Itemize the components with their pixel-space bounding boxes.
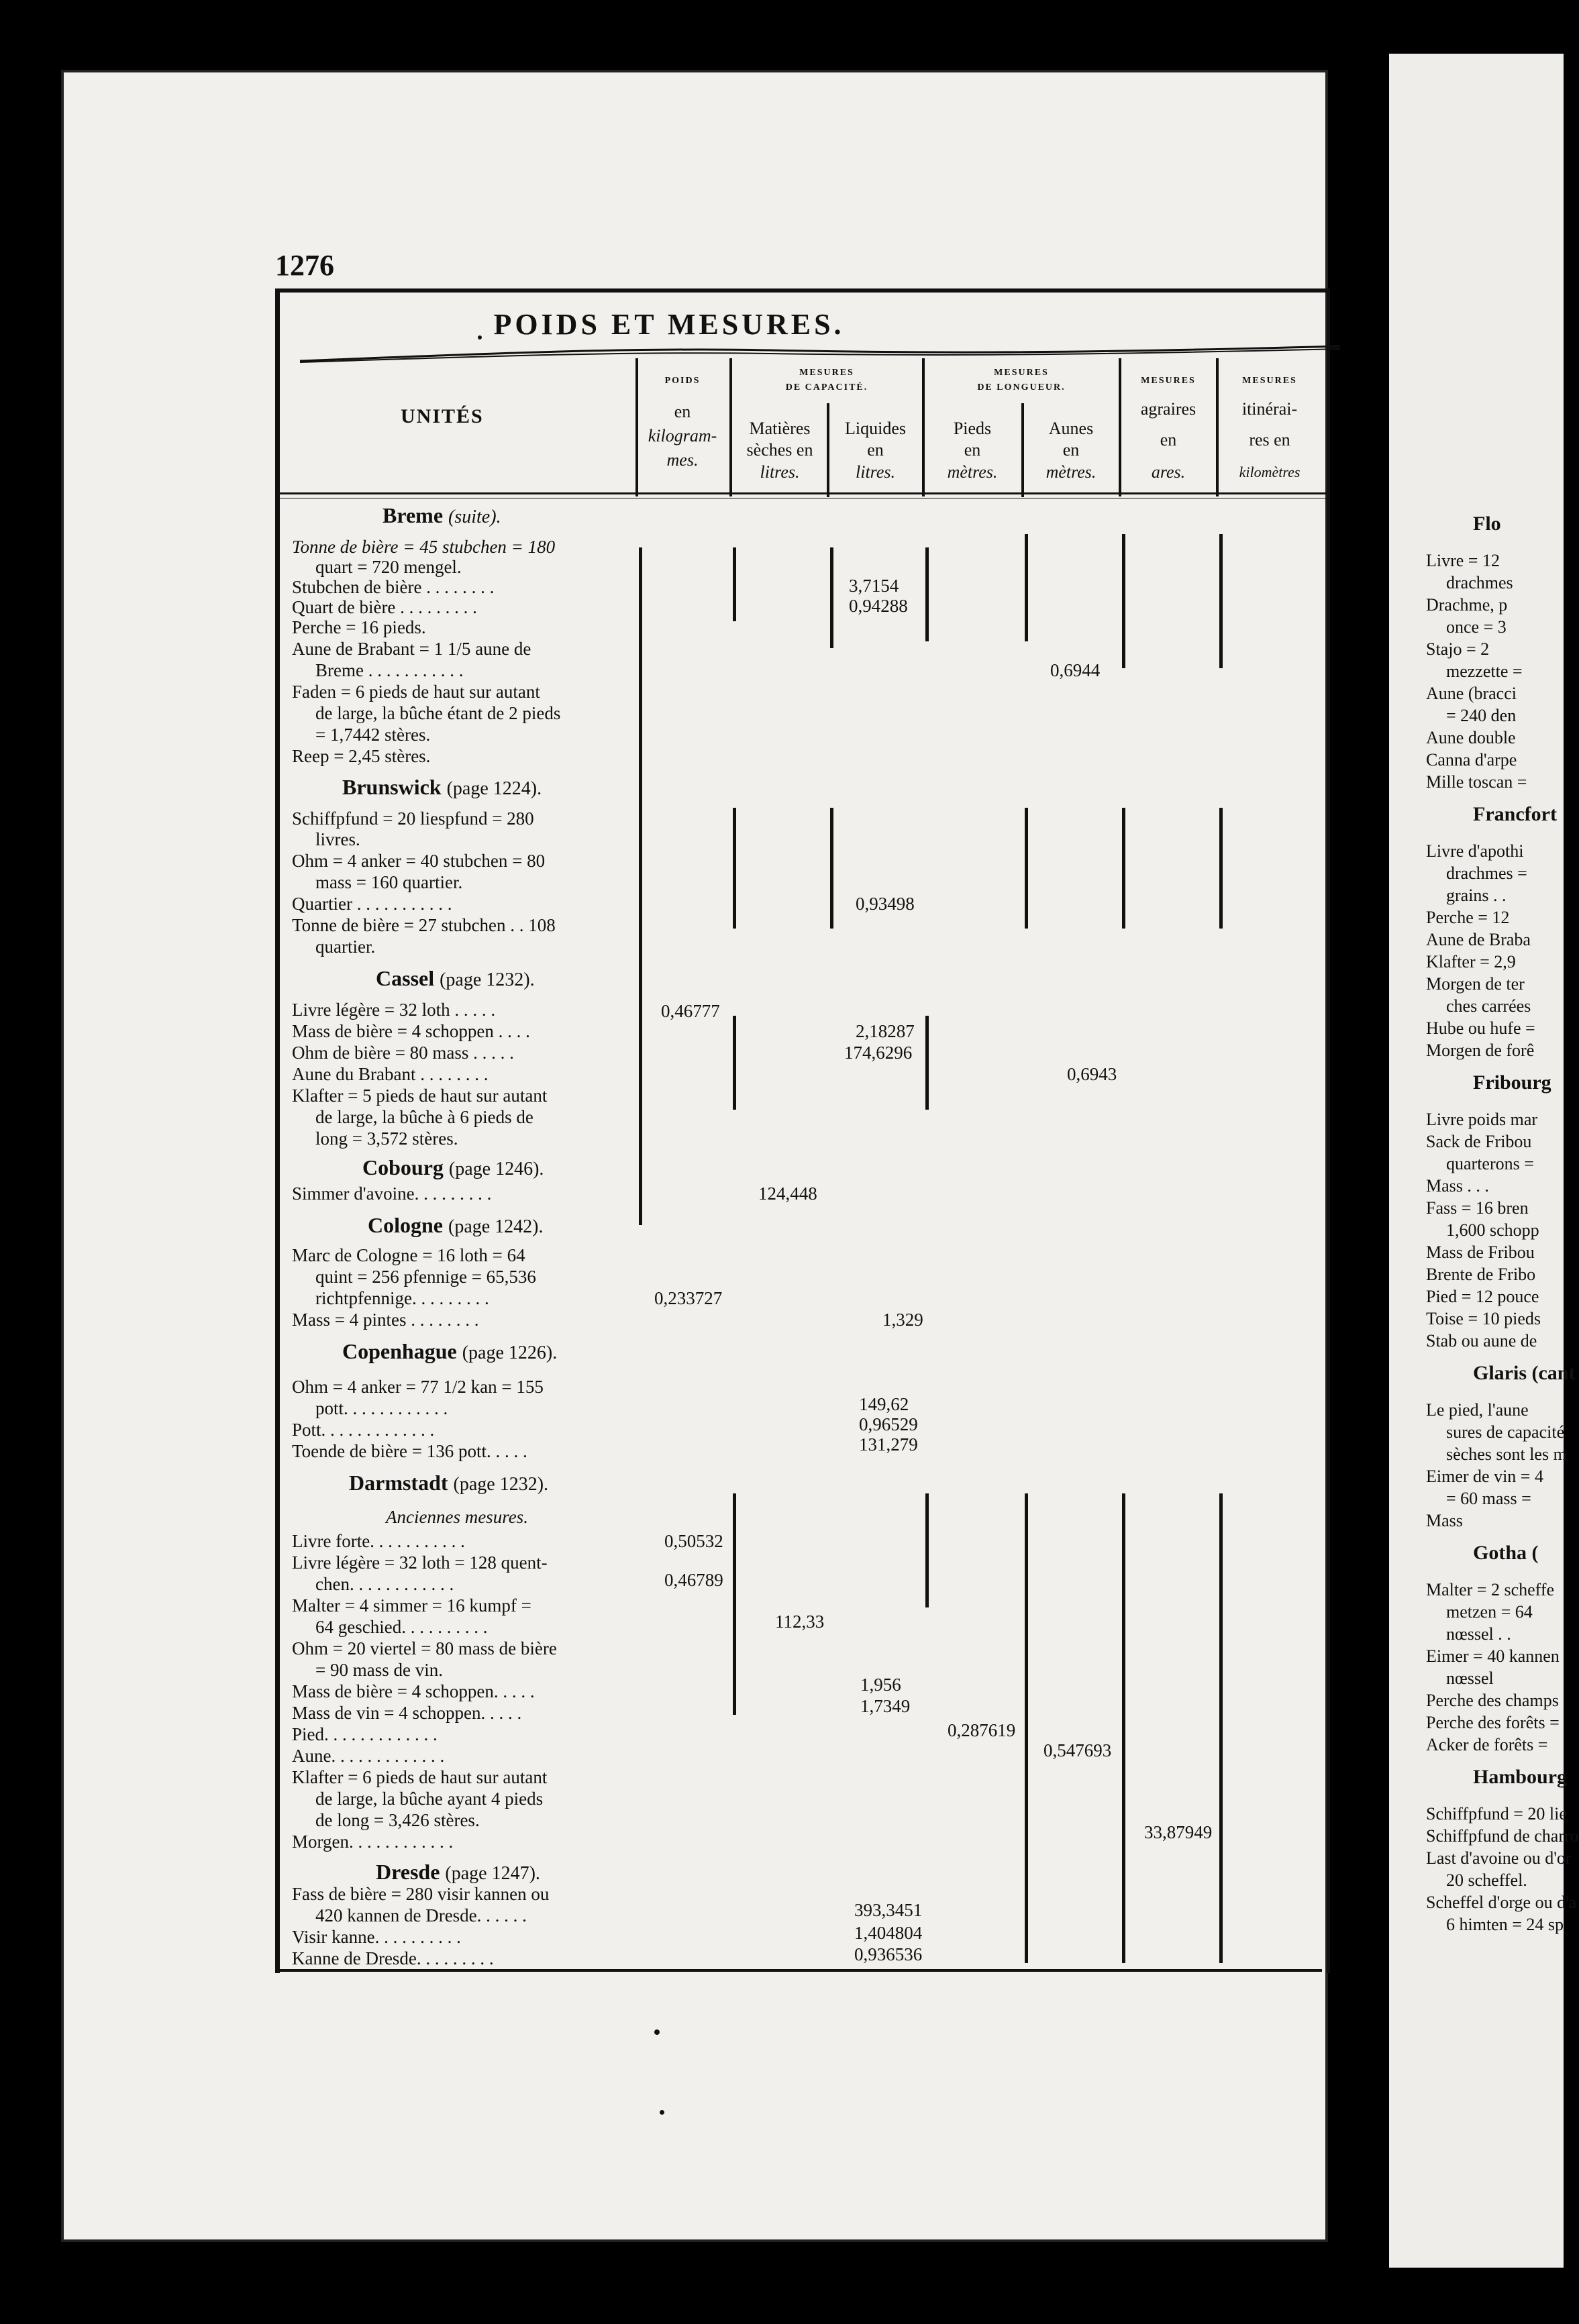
value-cell: 0,6943 xyxy=(1067,1064,1117,1084)
row-text: pott. . . . . . . . . . . . xyxy=(315,1398,448,1418)
right-row-text: drachmes xyxy=(1446,573,1513,592)
right-row-text: nœssel xyxy=(1446,1669,1494,1688)
right-section-heading: Gotha ( xyxy=(1473,1542,1539,1564)
section-breme: Breme (suite). xyxy=(383,503,501,527)
right-row-text: = 60 mass = xyxy=(1446,1489,1531,1508)
col-bar xyxy=(925,1493,929,1607)
value-cell: 2,18287 xyxy=(856,1021,915,1041)
col-bar xyxy=(925,1016,929,1110)
right-row-text: Morgen de ter xyxy=(1426,974,1525,994)
right-row-text: Mass xyxy=(1426,1511,1463,1530)
value-cell: 131,279 xyxy=(859,1434,918,1455)
row-text: Reep = 2,45 stères. xyxy=(292,746,431,766)
row-text: Kanne de Dresde. . . . . . . . . xyxy=(292,1948,494,1968)
capacite-header: MESURES xyxy=(799,368,854,378)
col-bar xyxy=(733,808,736,929)
right-section-heading: Hambourg xyxy=(1473,1766,1568,1788)
row-text: de large, la bûche étant de 2 pieds xyxy=(315,703,561,723)
right-row-text: ches carrées xyxy=(1446,996,1531,1016)
value-cell: 1,329 xyxy=(882,1310,923,1330)
ink-dot xyxy=(654,2029,660,2035)
row-text: = 1,7442 stères. xyxy=(315,725,431,745)
col-bar xyxy=(1025,808,1028,929)
value-cell: 0,936536 xyxy=(854,1944,923,1964)
value-cell: 174,6296 xyxy=(844,1043,913,1063)
value-cell: 0,94288 xyxy=(849,596,908,616)
value-cell: 1,7349 xyxy=(860,1696,911,1716)
section-cassel: Cassel (page 1232). xyxy=(376,966,535,990)
row-text: quartier. xyxy=(315,937,376,957)
row-text: mass = 160 quartier. xyxy=(315,872,463,892)
right-row-text: Le pied, l'aune xyxy=(1426,1400,1529,1420)
row-text: Livre légère = 32 loth = 128 quent- xyxy=(292,1552,548,1573)
header-swoosh xyxy=(300,346,1340,366)
right-row-text: mezzette = xyxy=(1446,662,1523,681)
ink-dot xyxy=(660,2110,664,2115)
row-text: Breme . . . . . . . . . . . xyxy=(315,660,464,680)
right-row-text: Aune double xyxy=(1426,728,1516,747)
right-row-text: Livre d'apothi xyxy=(1426,841,1524,861)
value-cell: 124,448 xyxy=(758,1183,817,1204)
col-divider xyxy=(1216,358,1219,496)
right-row-text: Drachme, p xyxy=(1426,595,1508,615)
col-bar xyxy=(925,547,929,641)
right-section-heading: Francfort xyxy=(1473,803,1557,825)
section-cologne: Cologne (page 1242). xyxy=(368,1213,544,1237)
row-text: Fass de bière = 280 visir kannen ou xyxy=(292,1884,550,1904)
row-text: Malter = 4 simmer = 16 kumpf = xyxy=(292,1595,531,1616)
right-row-text: 20 scheffel. xyxy=(1446,1870,1527,1890)
right-row-text: Last d'avoine ou d'or xyxy=(1426,1848,1572,1868)
col-divider xyxy=(1119,358,1121,496)
col-bar xyxy=(733,547,736,621)
seches-header: litres. xyxy=(760,462,800,482)
row-text: Klafter = 5 pieds de haut sur autant xyxy=(292,1086,548,1106)
liquides-header: Liquides xyxy=(845,419,906,438)
aunes-header: Aunes xyxy=(1048,419,1094,438)
right-row-text: Perche des forêts = xyxy=(1426,1713,1560,1732)
row-text: de large, la bûche ayant 4 pieds xyxy=(315,1789,544,1809)
value-cell: 3,7154 xyxy=(849,576,899,596)
right-row-text: sures de capacité xyxy=(1446,1422,1565,1442)
itin-header: MESURES xyxy=(1242,376,1297,386)
right-row-text: Klafter = 2,9 xyxy=(1426,952,1516,971)
right-row-text: Toise = 10 pieds xyxy=(1426,1309,1541,1328)
right-section-heading: Glaris (cant xyxy=(1473,1362,1576,1384)
poids-header-line: kilogram- xyxy=(648,426,717,445)
row-text: Quart de bière . . . . . . . . . xyxy=(292,597,477,617)
right-row-text: Mass . . . xyxy=(1426,1176,1489,1196)
value-cell: 112,33 xyxy=(775,1612,825,1632)
col-bar xyxy=(1025,1493,1028,1963)
seches-header: Matières xyxy=(749,419,811,438)
value-cell: 0,46789 xyxy=(664,1570,723,1590)
col-divider xyxy=(729,358,732,496)
section-brunswick: Brunswick (page 1224). xyxy=(342,775,542,799)
right-row-text: Mass de Fribou xyxy=(1426,1243,1535,1262)
row-text: Mass de bière = 4 schoppen. . . . . xyxy=(292,1681,535,1701)
value-cell: 33,87949 xyxy=(1144,1822,1213,1842)
row-text: 64 geschied. . . . . . . . . . xyxy=(315,1617,488,1637)
right-row-text: sèches sont les m xyxy=(1446,1444,1567,1464)
agraires-header: MESURES xyxy=(1141,376,1196,386)
right-row-text: Scheffel d'orge ou d'a xyxy=(1426,1893,1577,1912)
section-copenhague: Copenhague (page 1226). xyxy=(342,1339,558,1363)
agraires-header: agraires xyxy=(1140,399,1196,419)
row-text: = 90 mass de vin. xyxy=(315,1660,443,1680)
row-text: Mass de bière = 4 schoppen . . . . xyxy=(292,1021,530,1041)
right-row-text: Livre poids mar xyxy=(1426,1110,1538,1129)
table-bottom-rule xyxy=(275,1969,1322,1972)
value-cell: 149,62 xyxy=(859,1394,909,1414)
col-bar xyxy=(1219,1493,1223,1963)
col-bar xyxy=(1219,808,1223,929)
row-text: 420 kannen de Dresde. . . . . . xyxy=(315,1905,527,1925)
table-title: POIDS ET MESURES. xyxy=(493,308,845,341)
col-divider xyxy=(827,403,829,497)
right-row-text: Stajo = 2 xyxy=(1426,639,1490,659)
row-text: Schiffpfund = 20 liespfund = 280 xyxy=(292,808,534,829)
value-cell: 0,96529 xyxy=(859,1414,918,1434)
row-text: Aune du Brabant . . . . . . . . xyxy=(292,1064,489,1084)
row-text: Mass = 4 pintes . . . . . . . . xyxy=(292,1310,479,1330)
subheading: Anciennes mesures. xyxy=(386,1507,528,1527)
value-cell: 1,404804 xyxy=(854,1923,923,1943)
row-text: quart = 720 mengel. xyxy=(315,557,462,577)
right-row-text: Fass = 16 bren xyxy=(1426,1198,1529,1218)
row-text: Livre légère = 32 loth . . . . . xyxy=(292,1000,496,1020)
right-row-text: Hube ou hufe = xyxy=(1426,1018,1535,1038)
col-bar xyxy=(733,1016,736,1110)
right-row-text: Acker de forêts = xyxy=(1426,1735,1548,1754)
agraires-header: en xyxy=(1160,430,1177,450)
right-row-text: 6 himten = 24 sp xyxy=(1446,1915,1564,1934)
row-text: Morgen. . . . . . . . . . . . xyxy=(292,1832,454,1852)
row-text: livres. xyxy=(315,829,360,849)
row-text: Ohm = 4 anker = 40 stubchen = 80 xyxy=(292,851,546,871)
row-text: Ohm de bière = 80 mass . . . . . xyxy=(292,1043,514,1063)
itin-header: itinérai- xyxy=(1241,399,1298,419)
pieds-header: en xyxy=(964,440,981,460)
row-text: chen. . . . . . . . . . . . xyxy=(315,1574,454,1594)
poids-header-line: en xyxy=(674,402,691,421)
right-row-text: quarterons = xyxy=(1446,1154,1534,1173)
right-row-text: = 240 den xyxy=(1446,706,1517,725)
row-text: richtpfennige. . . . . . . . . xyxy=(315,1288,489,1308)
row-text: de large, la bûche à 6 pieds de xyxy=(315,1107,533,1127)
row-text: long = 3,572 stères. xyxy=(315,1128,458,1149)
right-section-heading: Flo xyxy=(1473,513,1501,535)
row-text: Ohm = 20 viertel = 80 mass de bière xyxy=(292,1638,557,1658)
right-row-text: Schiffpfund = 20 lie xyxy=(1426,1804,1567,1824)
row-text: Pied. . . . . . . . . . . . . xyxy=(292,1724,438,1744)
right-row-text: metzen = 64 xyxy=(1446,1602,1533,1622)
right-row-text: Schiffpfund de charro xyxy=(1426,1826,1579,1846)
value-cell: 0,93498 xyxy=(856,894,915,914)
row-text: Faden = 6 pieds de haut sur autant xyxy=(292,682,540,702)
row-text: Simmer d'avoine. . . . . . . . . xyxy=(292,1183,492,1204)
section-dresde: Dresde (page 1247). xyxy=(376,1860,540,1884)
right-row-text: Livre = 12 xyxy=(1426,551,1500,570)
right-row-text: Eimer = 40 kannen xyxy=(1426,1646,1560,1666)
right-row-text: Stab ou aune de xyxy=(1426,1331,1537,1351)
right-row-text: drachmes = xyxy=(1446,863,1527,883)
row-text: Mass de vin = 4 schoppen. . . . . xyxy=(292,1703,522,1723)
row-text: quint = 256 pfennige = 65,536 xyxy=(315,1267,536,1287)
agraires-header: ares. xyxy=(1151,462,1186,482)
row-text: Quartier . . . . . . . . . . . xyxy=(292,894,452,914)
aunes-header: mètres. xyxy=(1046,462,1097,482)
longueur-sub: DE LONGUEUR. xyxy=(977,382,1066,392)
value-cell: 393,3451 xyxy=(854,1900,923,1920)
col-bar xyxy=(1122,534,1125,668)
row-text: Stubchen de bière . . . . . . . . xyxy=(292,577,495,597)
col-bar xyxy=(1025,534,1028,641)
aunes-header: en xyxy=(1062,440,1080,460)
row-text: Aune. . . . . . . . . . . . . xyxy=(292,1746,445,1766)
row-text: Toende de bière = 136 pott. . . . . xyxy=(292,1441,527,1461)
poids-header-line: mes. xyxy=(666,450,699,470)
col-bar xyxy=(830,808,833,929)
right-row-text: grains . . xyxy=(1446,886,1507,905)
liquides-header: litres. xyxy=(856,462,895,482)
value-cell: 0,50532 xyxy=(664,1531,723,1551)
itin-header: res en xyxy=(1249,430,1290,450)
row-text: Ohm = 4 anker = 77 1/2 kan = 155 xyxy=(292,1377,544,1397)
longueur-header: MESURES xyxy=(994,368,1049,378)
section-darmstadt: Darmstadt (page 1232). xyxy=(349,1471,549,1495)
col-divider xyxy=(1021,403,1024,497)
col-bar xyxy=(830,547,833,648)
row-text: Tonne de bière = 45 stubchen = 180 xyxy=(292,537,556,557)
value-cell: 0,547693 xyxy=(1043,1740,1112,1760)
row-text: de long = 3,426 stères. xyxy=(315,1810,480,1830)
col-bar xyxy=(1122,808,1125,929)
col-divider xyxy=(922,358,925,496)
right-row-text: once = 3 xyxy=(1446,617,1507,637)
row-text: Aune de Brabant = 1 1/5 aune de xyxy=(292,639,531,659)
col-bar xyxy=(1219,534,1223,668)
right-row-text: 1,600 schopp xyxy=(1446,1220,1539,1240)
right-row-text: Pied = 12 pouce xyxy=(1426,1287,1539,1306)
row-text: Tonne de bière = 27 stubchen . . 108 xyxy=(292,915,556,935)
right-section-heading: Fribourg xyxy=(1473,1071,1551,1094)
section-cobourg: Cobourg (page 1246). xyxy=(362,1155,544,1179)
row-text: Perche = 16 pieds. xyxy=(292,617,426,637)
value-cell: 0,287619 xyxy=(948,1720,1016,1740)
poids-header: POIDS xyxy=(664,376,701,386)
header-rule xyxy=(280,492,1327,494)
col-bar xyxy=(1122,1493,1125,1963)
right-row-text: Morgen de forê xyxy=(1426,1041,1535,1060)
right-row-text: Eimer de vin = 4 xyxy=(1426,1467,1543,1486)
pieds-header: mètres. xyxy=(947,462,998,482)
right-row-text: Perche des champs xyxy=(1426,1691,1559,1710)
itin-header: kilomètres xyxy=(1239,464,1301,480)
right-row-text: Malter = 2 scheffe xyxy=(1426,1580,1555,1599)
right-row-text: Brente de Fribo xyxy=(1426,1265,1536,1284)
col-divider xyxy=(635,358,638,496)
value-cell: 0,6944 xyxy=(1050,660,1101,680)
right-row-text: Canna d'arpe xyxy=(1426,750,1517,770)
units-header: UNITÉS xyxy=(401,405,484,427)
row-text: Pott. . . . . . . . . . . . . xyxy=(292,1420,435,1440)
value-cell: 0,233727 xyxy=(654,1288,723,1308)
right-row-text: Sack de Fribou xyxy=(1426,1132,1532,1151)
pieds-header: Pieds xyxy=(953,419,992,438)
right-row-text: Mille toscan = xyxy=(1426,772,1527,792)
liquides-header: en xyxy=(867,440,884,460)
right-row-text: nœssel . . xyxy=(1446,1624,1511,1644)
row-text: Visir kanne. . . . . . . . . . xyxy=(292,1927,461,1947)
page-number: 1276 xyxy=(275,249,334,282)
seches-header: sèches en xyxy=(746,440,813,460)
right-row-text: Aune (bracci xyxy=(1426,684,1517,703)
row-text: Marc de Cologne = 16 loth = 64 xyxy=(292,1245,525,1265)
value-cell: 1,956 xyxy=(860,1675,901,1695)
value-cell: 0,46777 xyxy=(661,1001,720,1021)
right-row-text: Perche = 12 xyxy=(1426,908,1510,927)
right-row-text: Aune de Braba xyxy=(1426,930,1531,949)
row-text: Livre forte. . . . . . . . . . . xyxy=(292,1531,465,1551)
row-text: Klafter = 6 pieds de haut sur autant xyxy=(292,1767,548,1787)
capacite-sub: DE CAPACITÉ. xyxy=(785,382,868,392)
